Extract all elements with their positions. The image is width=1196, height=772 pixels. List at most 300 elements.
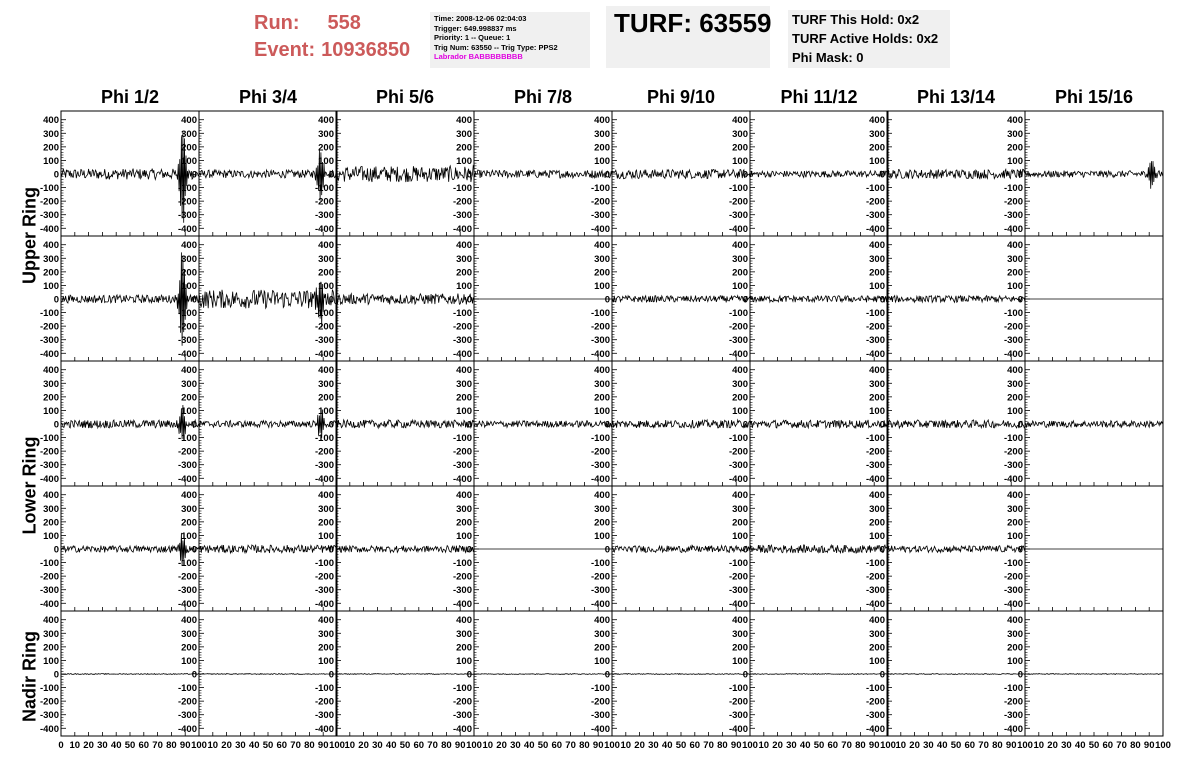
y-tick-label: 0 — [742, 669, 748, 681]
y-tick-label: -100 — [177, 558, 197, 570]
y-tick-label: -100 — [590, 433, 610, 445]
y-tick-label: -300 — [590, 585, 610, 597]
x-tick-label: 100 — [329, 740, 345, 751]
y-tick-label: 100 — [732, 280, 748, 292]
y-tick-label: -300 — [865, 460, 885, 472]
y-tick-label: -300 — [1003, 210, 1023, 222]
y-tick-label: 200 — [594, 517, 610, 529]
y-tick-label: -400 — [39, 348, 59, 360]
y-tick-label: 300 — [181, 128, 197, 140]
y-tick-label: 300 — [1007, 128, 1023, 140]
waveform-panel — [453, 236, 612, 361]
waveform-line — [336, 674, 474, 675]
y-tick-label: 0 — [604, 294, 610, 306]
y-tick-label: 200 — [869, 142, 885, 154]
y-tick-label: 300 — [869, 128, 885, 140]
y-tick-label: -200 — [452, 196, 472, 208]
y-tick-label: 0 — [466, 294, 472, 306]
x-tick-label: 40 — [1074, 740, 1086, 751]
y-tick-label: 0 — [328, 419, 334, 431]
phi-mask: Phi Mask: 0 — [792, 50, 864, 65]
y-tick-label: -400 — [177, 223, 197, 235]
y-tick-label: 100 — [43, 280, 59, 292]
x-tick-label: 30 — [372, 740, 383, 751]
y-tick-label: -200 — [590, 446, 610, 458]
y-tick-label: -400 — [314, 598, 334, 610]
y-tick-label: 400 — [869, 115, 885, 127]
x-tick-label: 80 — [1130, 740, 1141, 751]
y-tick-label: -400 — [865, 223, 885, 235]
waveform-panel — [1004, 361, 1163, 486]
waveform-line — [887, 169, 1025, 178]
y-tick-label: 0 — [879, 419, 885, 431]
x-tick-label: 20 — [83, 740, 94, 751]
x-tick-label: 30 — [235, 740, 246, 751]
waveform-panel — [453, 111, 612, 236]
y-tick-label: -100 — [314, 308, 334, 320]
y-tick-label: 400 — [318, 240, 334, 252]
y-tick-label: 200 — [594, 642, 610, 654]
x-tick-label: 90 — [868, 740, 880, 751]
turf-this-hold: TURF This Hold: 0x2 — [792, 12, 920, 27]
y-tick-label: 0 — [191, 419, 197, 431]
y-tick-label: -400 — [39, 723, 59, 735]
y-tick-label: 100 — [869, 280, 885, 292]
y-tick-label: -300 — [314, 335, 334, 347]
y-tick-label: -300 — [1003, 710, 1023, 722]
waveform-panel — [453, 611, 612, 736]
y-tick-label: -100 — [590, 308, 610, 320]
waveform-panel — [591, 236, 750, 361]
y-tick-label: -200 — [865, 446, 885, 458]
x-tick-label: 10 — [758, 740, 770, 751]
y-tick-label: 300 — [732, 628, 748, 640]
y-tick-label: 200 — [594, 392, 610, 404]
y-tick-label: 100 — [456, 530, 472, 542]
x-tick-label: 40 — [799, 740, 811, 751]
x-tick-label: 90 — [179, 740, 191, 751]
y-tick-label: 200 — [869, 392, 885, 404]
x-tick-label: 60 — [827, 740, 839, 751]
y-tick-label: -100 — [314, 433, 334, 445]
y-tick-label: 200 — [1007, 642, 1023, 654]
y-tick-label: 200 — [456, 267, 472, 279]
y-tick-label: 0 — [191, 669, 197, 681]
ring-label-upper: Upper Ring — [19, 187, 40, 284]
waveform-panel — [315, 111, 474, 236]
y-tick-label: 400 — [318, 115, 334, 127]
waveform-line — [887, 296, 1025, 303]
waveform-panel — [453, 486, 612, 611]
y-tick-label: 300 — [869, 253, 885, 265]
waveform-line — [750, 674, 888, 675]
y-tick-label: -400 — [728, 223, 748, 235]
y-tick-label: -100 — [728, 558, 748, 570]
y-tick-label: 400 — [732, 615, 748, 627]
y-tick-label: -100 — [314, 683, 334, 695]
y-tick-label: 400 — [318, 365, 334, 377]
x-tick-label: 80 — [855, 740, 866, 751]
trigger-ms: Trigger: 649.998837 ms — [434, 23, 517, 33]
y-tick-label: 100 — [181, 280, 197, 292]
y-tick-label: 200 — [594, 142, 610, 154]
panel-frame — [1025, 486, 1163, 611]
y-tick-label: -100 — [1003, 308, 1023, 320]
x-tick-label: 50 — [950, 740, 962, 751]
y-tick-label: 400 — [456, 615, 472, 627]
y-tick-label: 0 — [604, 544, 610, 556]
x-tick-label: 70 — [703, 740, 714, 751]
trigger-num: Trig Num: 63550 -- Trig Type: PPS2 — [434, 42, 558, 52]
x-tick-label: 50 — [537, 740, 549, 751]
y-tick-label: 0 — [53, 169, 59, 181]
y-tick-label: 400 — [456, 240, 472, 252]
panel-frame — [1025, 236, 1163, 361]
y-tick-label: 100 — [594, 405, 610, 417]
column-label-phi-13-14: Phi 13/14 — [916, 87, 996, 107]
waveform-line — [750, 420, 888, 428]
y-tick-label: 0 — [1017, 419, 1023, 431]
y-tick-label: -100 — [728, 308, 748, 320]
y-tick-label: -200 — [590, 696, 610, 708]
x-tick-label: 10 — [207, 740, 219, 751]
waveform-line — [612, 546, 750, 553]
y-tick-label: 300 — [43, 378, 59, 390]
x-tick-label: 30 — [923, 740, 934, 751]
x-tick-label: 80 — [579, 740, 590, 751]
waveform-panel — [40, 111, 199, 236]
waveform-panel — [1004, 486, 1163, 611]
y-tick-label: 200 — [732, 267, 748, 279]
y-tick-label: -100 — [314, 183, 334, 195]
waveform-line — [750, 545, 888, 553]
y-tick-label: -400 — [314, 473, 334, 485]
y-tick-label: -100 — [452, 183, 472, 195]
column-label-phi-1-2: Phi 1/2 — [100, 87, 160, 107]
y-tick-label: 300 — [181, 628, 197, 640]
y-tick-label: -100 — [39, 308, 59, 320]
y-tick-label: 100 — [318, 155, 334, 167]
waveform-line — [336, 166, 474, 182]
x-tick-label: 60 — [1102, 740, 1114, 751]
y-tick-label: -300 — [728, 585, 748, 597]
y-tick-label: 0 — [466, 669, 472, 681]
y-tick-label: -200 — [314, 321, 334, 333]
y-tick-label: 400 — [43, 240, 59, 252]
x-tick-label: 20 — [634, 740, 645, 751]
y-tick-label: 300 — [456, 503, 472, 515]
y-tick-label: -300 — [177, 460, 197, 472]
y-tick-label: -100 — [39, 433, 59, 445]
y-tick-label: 200 — [318, 517, 334, 529]
waveform-line — [612, 296, 750, 303]
y-tick-label: -400 — [452, 473, 472, 485]
y-tick-label: -200 — [1003, 196, 1023, 208]
waveform-line — [887, 546, 1025, 553]
y-tick-label: -300 — [177, 585, 197, 597]
waveform-panel — [866, 486, 1025, 611]
y-tick-label: 300 — [318, 628, 334, 640]
y-tick-label: -400 — [452, 598, 472, 610]
y-tick-label: 0 — [466, 169, 472, 181]
y-tick-label: 200 — [181, 392, 197, 404]
waveform-panel — [40, 361, 199, 486]
x-tick-label: 30 — [1061, 740, 1072, 751]
y-tick-label: -200 — [452, 696, 472, 708]
y-tick-label: -100 — [865, 433, 885, 445]
waveform-panel — [40, 611, 199, 736]
y-tick-label: -400 — [314, 723, 334, 735]
y-tick-label: 100 — [732, 405, 748, 417]
y-tick-label: 300 — [732, 378, 748, 390]
y-tick-label: 300 — [43, 628, 59, 640]
y-tick-label: -400 — [314, 223, 334, 235]
y-tick-label: -300 — [39, 460, 59, 472]
waveform-panel — [591, 111, 750, 236]
y-tick-label: 200 — [732, 517, 748, 529]
waveform-panel — [591, 486, 750, 611]
waveform-line — [887, 674, 1025, 675]
y-tick-label: 100 — [594, 655, 610, 667]
y-tick-label: -400 — [865, 473, 885, 485]
y-tick-label: 100 — [181, 155, 197, 167]
y-tick-label: 100 — [181, 655, 197, 667]
y-tick-label: 200 — [869, 267, 885, 279]
y-tick-label: -300 — [590, 210, 610, 222]
x-tick-label: 90 — [1005, 740, 1017, 751]
y-tick-label: 200 — [43, 142, 59, 154]
y-tick-label: 0 — [879, 294, 885, 306]
x-tick-label: 70 — [1116, 740, 1127, 751]
waveform-line — [612, 420, 750, 428]
y-tick-label: 400 — [732, 115, 748, 127]
y-tick-label: 400 — [43, 490, 59, 502]
y-tick-label: -400 — [39, 598, 59, 610]
waveform-line — [750, 296, 888, 303]
y-tick-label: 300 — [869, 628, 885, 640]
x-tick-label: 10 — [620, 740, 632, 751]
waveform-panel — [729, 486, 888, 611]
y-tick-label: 0 — [879, 169, 885, 181]
y-tick-label: 200 — [318, 267, 334, 279]
y-tick-label: 400 — [181, 240, 197, 252]
y-tick-label: -400 — [1003, 223, 1023, 235]
y-tick-label: 200 — [594, 267, 610, 279]
y-tick-label: 300 — [318, 253, 334, 265]
y-tick-label: 400 — [1007, 240, 1023, 252]
waveform-panel — [866, 111, 1025, 236]
y-tick-label: -100 — [865, 683, 885, 695]
x-tick-label: 50 — [124, 740, 136, 751]
y-tick-label: 400 — [181, 365, 197, 377]
y-tick-label: -300 — [590, 710, 610, 722]
y-tick-label: 0 — [742, 294, 748, 306]
y-tick-label: -400 — [452, 223, 472, 235]
y-tick-label: 0 — [1017, 544, 1023, 556]
y-tick-label: -400 — [452, 348, 472, 360]
y-tick-label: -400 — [1003, 473, 1023, 485]
y-tick-label: -400 — [865, 348, 885, 360]
y-tick-label: 200 — [181, 267, 197, 279]
y-tick-label: -400 — [177, 723, 197, 735]
y-tick-label: -100 — [39, 183, 59, 195]
waveform-line — [1025, 161, 1163, 189]
waveform-line — [474, 674, 612, 675]
x-tick-label: 40 — [385, 740, 397, 751]
waveform-panel — [178, 236, 337, 361]
x-tick-label: 40 — [936, 740, 948, 751]
x-tick-label: 80 — [992, 740, 1003, 751]
waveform-line — [61, 674, 199, 675]
y-tick-label: -200 — [314, 696, 334, 708]
waveform-panel — [453, 361, 612, 486]
y-tick-label: -200 — [865, 196, 885, 208]
x-tick-label: 30 — [97, 740, 108, 751]
y-tick-label: -300 — [39, 710, 59, 722]
y-tick-label: 200 — [456, 517, 472, 529]
y-tick-label: 100 — [456, 155, 472, 167]
x-tick-label: 50 — [1088, 740, 1100, 751]
y-tick-label: 400 — [181, 115, 197, 127]
y-tick-label: -100 — [1003, 558, 1023, 570]
y-tick-label: 400 — [594, 490, 610, 502]
y-tick-label: 100 — [594, 155, 610, 167]
y-tick-label: -300 — [177, 710, 197, 722]
y-tick-label: -400 — [728, 598, 748, 610]
y-tick-label: 0 — [1017, 669, 1023, 681]
x-tick-label: 90 — [592, 740, 604, 751]
y-tick-label: 300 — [732, 253, 748, 265]
y-tick-label: 300 — [732, 503, 748, 515]
y-tick-label: 300 — [456, 128, 472, 140]
y-tick-label: 200 — [732, 142, 748, 154]
y-tick-label: 0 — [742, 544, 748, 556]
y-tick-label: -200 — [728, 571, 748, 583]
y-tick-label: -200 — [452, 446, 472, 458]
y-tick-label: 0 — [328, 669, 334, 681]
x-tick-label: 70 — [978, 740, 989, 751]
column-label-phi-9-10: Phi 9/10 — [646, 87, 716, 107]
y-tick-label: 0 — [879, 669, 885, 681]
y-tick-label: 200 — [1007, 142, 1023, 154]
y-tick-label: -100 — [314, 558, 334, 570]
y-tick-label: 400 — [456, 365, 472, 377]
y-tick-label: 400 — [1007, 615, 1023, 627]
column-label-phi-11-12: Phi 11/12 — [780, 87, 858, 107]
y-tick-label: 400 — [869, 615, 885, 627]
y-tick-label: 300 — [1007, 628, 1023, 640]
y-tick-label: -200 — [865, 571, 885, 583]
y-tick-label: 300 — [318, 503, 334, 515]
y-tick-label: 300 — [594, 628, 610, 640]
y-tick-label: -400 — [590, 348, 610, 360]
y-tick-label: 200 — [1007, 517, 1023, 529]
y-tick-label: 300 — [456, 253, 472, 265]
y-tick-label: -200 — [314, 446, 334, 458]
y-tick-label: -400 — [177, 598, 197, 610]
y-tick-label: 400 — [1007, 490, 1023, 502]
waveform-line — [199, 282, 337, 328]
x-tick-label: 10 — [482, 740, 494, 751]
y-tick-label: 400 — [43, 615, 59, 627]
y-tick-label: 100 — [1007, 280, 1023, 292]
y-tick-label: -200 — [39, 321, 59, 333]
x-tick-label: 10 — [895, 740, 907, 751]
waveform-panel — [315, 236, 474, 361]
y-tick-label: 400 — [594, 240, 610, 252]
y-tick-label: 300 — [318, 378, 334, 390]
y-tick-label: 100 — [318, 280, 334, 292]
run-label: Run: — [254, 12, 300, 34]
y-tick-label: -100 — [1003, 433, 1023, 445]
y-tick-label: 0 — [328, 294, 334, 306]
y-tick-label: -200 — [452, 321, 472, 333]
y-tick-label: -200 — [1003, 696, 1023, 708]
x-tick-label: 70 — [152, 740, 163, 751]
y-tick-label: 100 — [1007, 155, 1023, 167]
y-tick-label: -400 — [177, 348, 197, 360]
x-tick-label: 50 — [675, 740, 687, 751]
x-tick-label: 0 — [58, 740, 64, 751]
x-tick-label: 50 — [399, 740, 411, 751]
x-tick-label: 100 — [466, 740, 482, 751]
y-tick-label: -400 — [1003, 348, 1023, 360]
y-tick-label: 200 — [456, 642, 472, 654]
y-tick-label: -300 — [728, 335, 748, 347]
y-tick-label: 300 — [594, 503, 610, 515]
waveform-panel — [866, 361, 1025, 486]
y-tick-label: -400 — [590, 473, 610, 485]
y-tick-label: 400 — [869, 490, 885, 502]
y-tick-label: 0 — [742, 419, 748, 431]
waveform-panel — [178, 111, 337, 236]
x-tick-label: 20 — [772, 740, 783, 751]
x-tick-label: 20 — [1047, 740, 1058, 751]
y-tick-label: 100 — [181, 530, 197, 542]
waveform-panel — [178, 611, 337, 736]
y-tick-label: 100 — [1007, 530, 1023, 542]
y-tick-label: 0 — [191, 169, 197, 181]
y-tick-label: 100 — [594, 280, 610, 292]
y-tick-label: -400 — [728, 473, 748, 485]
column-label-phi-15-16: Phi 15/16 — [1054, 87, 1134, 107]
y-tick-label: 0 — [191, 294, 197, 306]
y-tick-label: 300 — [43, 128, 59, 140]
y-tick-label: -300 — [39, 335, 59, 347]
y-tick-label: 0 — [1017, 169, 1023, 181]
y-tick-label: -300 — [452, 210, 472, 222]
y-tick-label: 300 — [1007, 253, 1023, 265]
y-tick-label: 300 — [181, 503, 197, 515]
x-tick-label: 40 — [523, 740, 535, 751]
y-tick-label: -100 — [728, 183, 748, 195]
x-tick-label: 30 — [648, 740, 659, 751]
y-tick-label: 0 — [466, 419, 472, 431]
waveform-line — [887, 420, 1025, 428]
x-tick-label: 10 — [1033, 740, 1045, 751]
x-tick-label: 70 — [290, 740, 301, 751]
y-tick-label: -100 — [865, 558, 885, 570]
x-tick-label: 80 — [441, 740, 452, 751]
y-tick-label: -200 — [314, 571, 334, 583]
y-tick-label: 200 — [181, 642, 197, 654]
y-tick-label: 100 — [732, 530, 748, 542]
y-tick-label: 0 — [191, 544, 197, 556]
x-tick-label: 20 — [496, 740, 507, 751]
waveform-line — [474, 170, 612, 178]
waveform-panel — [729, 236, 888, 361]
y-tick-label: 200 — [181, 517, 197, 529]
